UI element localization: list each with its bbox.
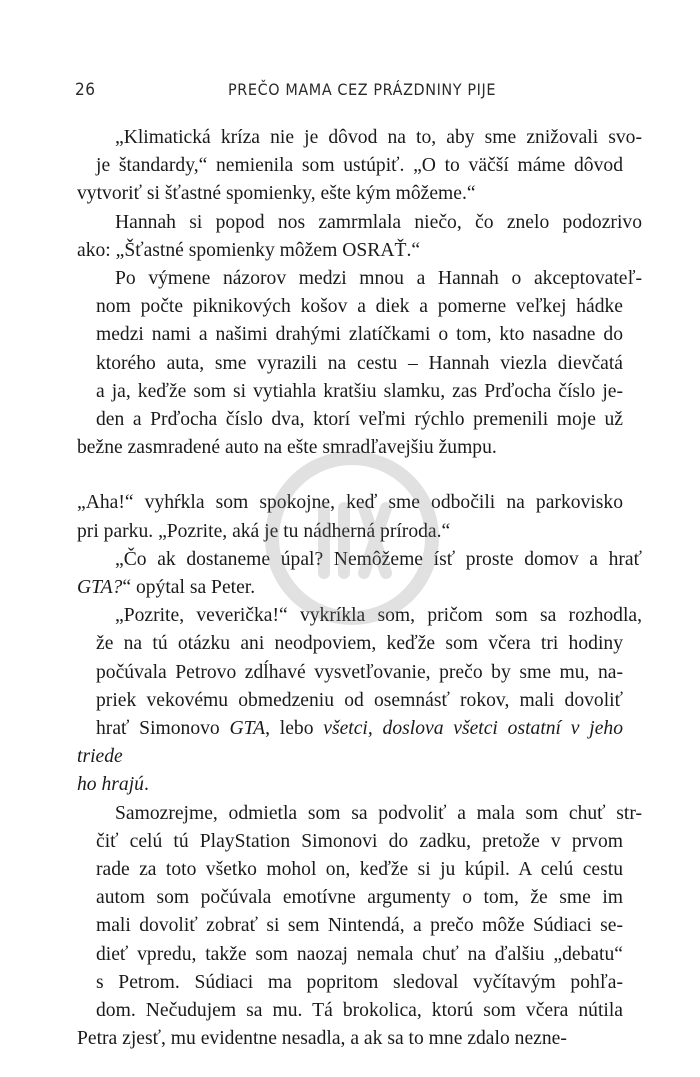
paragraph-6: „Pozrite, veverička!“ vykríkla som, pričom som sa rozhodla, že na tú otázku ani neodpoviem, keďže som včera tri hodiny počúvala Petrovo zdĺhavé vysvetľovanie, prečo by sme mu, na- priek vekovému obmedzeniu od osemnásť rokov, mali dovoliť hrať Simonovo GTA, lebo všetci, doslova všetci ostatní v jeho triede ho hrajú. xyxy=(77,605,642,796)
emphasis: ho hrajú xyxy=(77,774,144,796)
running-head: PREČO MAMA CEZ PRÁZDNINY PIJE xyxy=(228,80,497,99)
paragraph-2: Hannah si popod nos zamrmlala niečo, čo znelo podozrivo ako: „Šťastné spomienky môžem OSRAŤ.“ xyxy=(77,211,642,261)
paragraph-5: „Čo ak dostaneme úpal? Nemôžeme ísť proste domov a hrať GTA?“ opýtal sa Peter. xyxy=(77,548,642,599)
paragraph-7: Samozrejme, odmietla som sa podvoliť a mala som chuť str- čiť celú tú PlayStation Simonovi do zadku, pretože v prvom rade za toto všetko mohol on, keďže si ju kúpil. A celú cestu autom som počúvala emotívne argumenty o tom, že sme im mali dovoliť zobrať si sem Nintendá, a prečo môže Súdiaci se- dieť vpredu, takže som naozaj nemala chuť na ďalšiu „debatu“ s Petrom. Súdiaci ma popritom sledoval vyčítavým pohľa- dom. Nečudujem sa mu. Tá brokolica, ktorú som včera nútila Petra zjesť, mu evidentne nesadla, a ak sa to mne zdalo nezne- xyxy=(77,802,642,1050)
paragraph-3: Po výmene názorov medzi mnou a Hannah o akceptovateľ- nom počte piknikových košov a diek a pomerne veľkej hádke medzi nami a našimi drahými zlatíčkami o tom, kto nasadne do ktorého auta, sme vyrazili na cestu – Hannah viezla dievčatá a ja, keďže som si vytiahla kratšiu slamku, zas Prďocha číslo je- den a Prďocha číslo dva, ktorí veľmi rýchlo premenili moje už bežne zasmradené auto na ešte smradľavejšiu žumpu. xyxy=(77,268,642,459)
paragraph-1: „Klimatická kríza nie je dôvod na to, aby sme znižovali svo- je štandardy,“ nemienila som ustúpiť. „O to väčší máme dôvod vytvoriť si šťastné spomienky, ešte kým môžeme.“ xyxy=(77,127,642,205)
body-text xyxy=(77,124,642,1054)
paragraph-4: „Aha!“ vyhŕkla som spokojne, keď sme odbočili na parkovisko pri parku. „Pozrite, aká je tu nádherná príroda.“ xyxy=(77,492,623,542)
emphasis: GTA xyxy=(229,718,266,740)
emphasis: všetci, doslova všetci ostatní v jeho triede xyxy=(77,718,623,768)
emphasis: GTA? xyxy=(77,577,123,599)
page-number: 26 xyxy=(75,80,96,100)
